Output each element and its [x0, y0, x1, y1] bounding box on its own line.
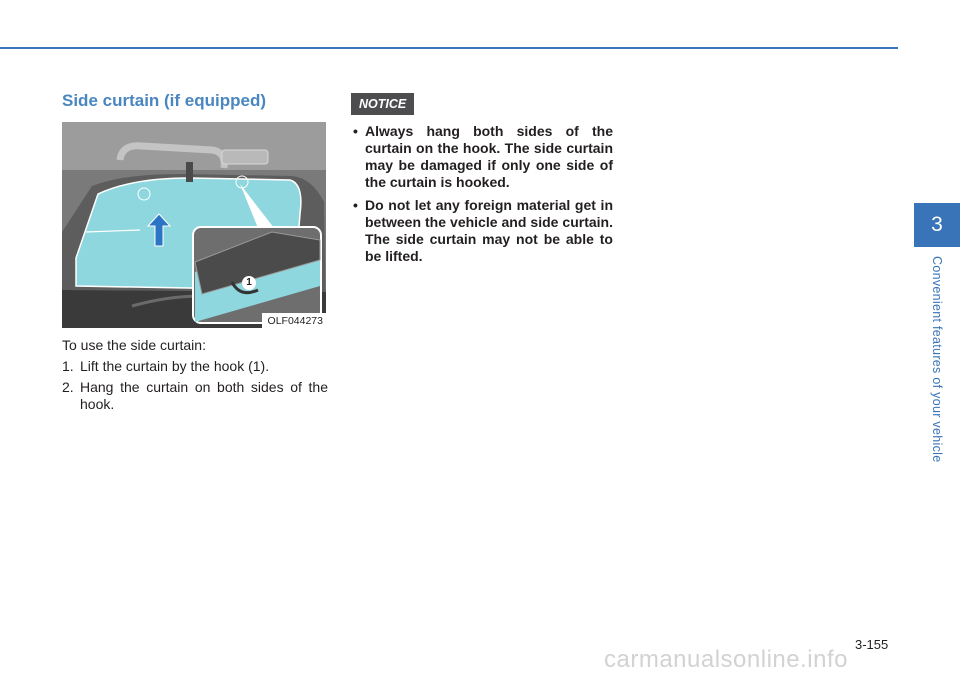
notice-text: Do not let any foreign material get in between the vehicle and side curtain. The side curtain may not be able to be lifted. — [365, 197, 613, 264]
side-curtain-illustration — [62, 122, 326, 328]
car-interior-drawing — [62, 122, 326, 328]
dome-light — [222, 150, 268, 164]
bullet-icon: • — [353, 197, 358, 213]
step-number: 2. — [62, 379, 74, 395]
callout-number: 1 — [242, 276, 256, 290]
chapter-label: Convenient features of your vehicle — [930, 256, 944, 463]
notice-text: Always hang both sides of the curtain on the hook. The side curtain may be damaged if only one side of the curtain is hooked. — [365, 123, 613, 190]
header-rule — [0, 47, 898, 49]
step-text: Lift the curtain by the hook (1). — [80, 358, 270, 374]
list-item — [351, 123, 613, 191]
list-item — [351, 197, 613, 265]
notice-badge: NOTICE — [351, 93, 414, 115]
instructions — [62, 337, 328, 417]
step-number: 1. — [62, 358, 74, 374]
hook — [186, 162, 193, 182]
list-item — [62, 358, 328, 375]
instructions-intro: To use the side curtain: — [62, 337, 206, 353]
step-text: Hang the curtain on both sides of the hook. — [80, 379, 328, 412]
notice-list — [351, 123, 613, 271]
page-number: 3-155 — [855, 637, 889, 652]
section-title: Side curtain (if equipped) — [62, 91, 267, 110]
chapter-tab: 3 — [914, 203, 960, 247]
list-item — [62, 379, 328, 413]
watermark: carmanualsonline.info — [604, 646, 848, 673]
figure-code: OLF044273 — [262, 313, 326, 328]
bullet-icon: • — [353, 123, 358, 139]
